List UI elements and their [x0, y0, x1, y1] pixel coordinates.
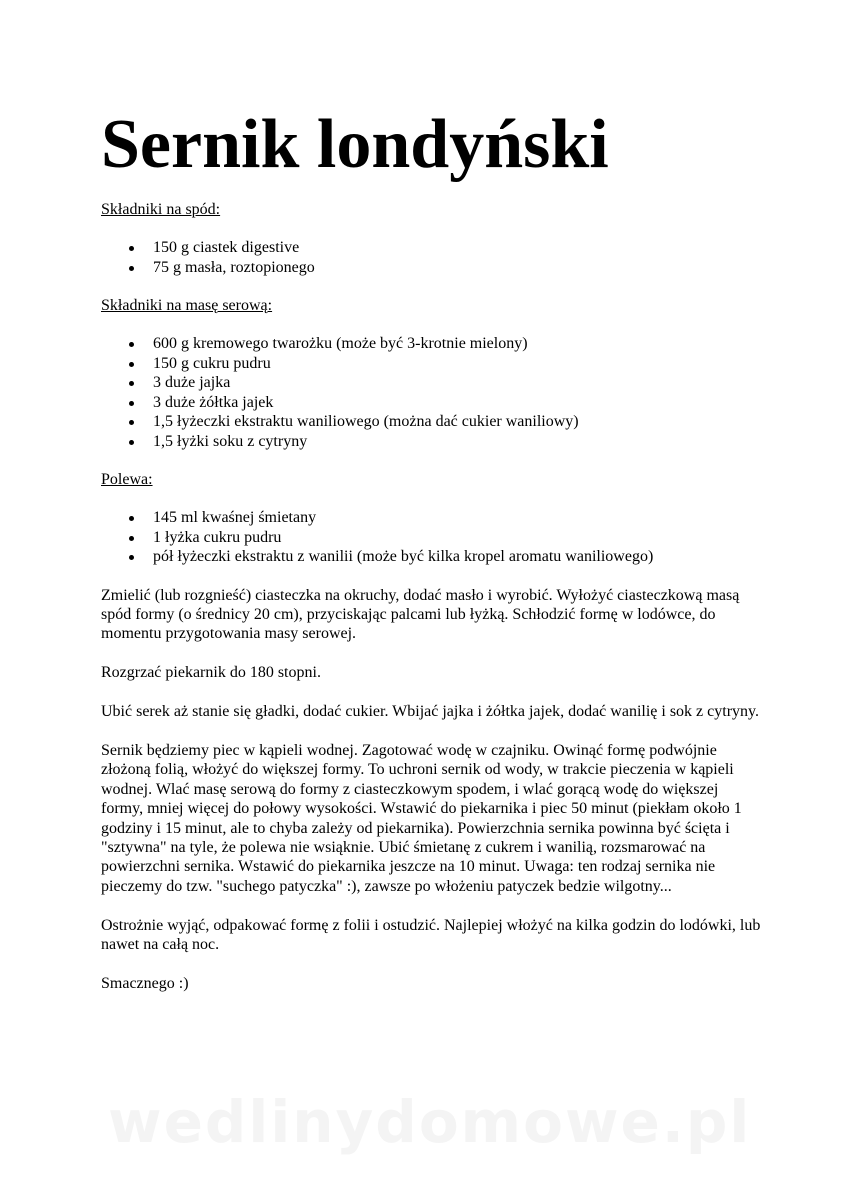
- list-item: pół łyżeczki ekstraktu z wanilii (może być kilka kropel aromatu waniliowego): [153, 547, 761, 567]
- instruction-paragraph: Ubić serek aż stanie się gładki, dodać cukier. Wbijać jajka i żółtka jajek, dodać wanilię i sok z cytryny.: [101, 703, 759, 721]
- section-heading: Składniki na masę serową:: [101, 297, 273, 314]
- list-item: 3 duże żółtka jajek: [153, 393, 761, 413]
- closing-line: Smacznego :): [101, 975, 189, 993]
- list-item: 1,5 łyżki soku z cytryny: [153, 432, 761, 452]
- instruction-paragraph: Zmielić (lub rozgnieść) ciasteczka na okruchy, dodać masło i wyrobić. Wyłożyć ciasteczkową masą spód formy (o średnicy 20 cm), przyciskając palcami lub łyżką. Schłodzić formę w lodówce, do momentu przygotowania masy serowej.: [101, 586, 740, 643]
- ingredient-list: [101, 508, 761, 567]
- list-item: 145 ml kwaśnej śmietany: [153, 508, 761, 528]
- section-cheese-mass: [101, 296, 761, 451]
- instruction-paragraph: Rozgrzać piekarnik do 180 stopni.: [101, 664, 321, 682]
- instruction-paragraph: Ostrożnie wyjąć, odpakować formę z folii i ostudzić. Najlepiej włożyć na kilka godzin do lodówki, lub nawet na całą noc.: [101, 916, 761, 954]
- list-item: 1,5 łyżeczki ekstraktu waniliowego (można dać cukier waniliowy): [153, 412, 761, 432]
- list-item: 1 łyżka cukru pudru: [153, 528, 761, 548]
- list-item: 150 g cukru pudru: [153, 354, 761, 374]
- watermark: wedlinydomowe.pl: [108, 1088, 752, 1156]
- recipe-title: Sernik londyński: [101, 106, 609, 183]
- instructions: [101, 586, 761, 994]
- section-topping: [101, 470, 761, 567]
- list-item: 150 g ciastek digestive: [153, 238, 761, 258]
- recipe-document: [101, 100, 761, 994]
- ingredient-list: [101, 238, 761, 277]
- list-item: 600 g kremowego twarożku (może być 3-krotnie mielony): [153, 334, 761, 354]
- section-heading: Polewa:: [101, 471, 153, 488]
- list-item: 75 g masła, roztopionego: [153, 258, 761, 278]
- section-heading: Składniki na spód:: [101, 201, 221, 218]
- section-base: [101, 200, 761, 277]
- instruction-paragraph: Sernik będziemy piec w kąpieli wodnej. Zagotować wodę w czajniku. Owinąć formę podwójnie złożoną folią, włożyć do większej formy. To uchroni sernik od wody, w trakcie pieczenia w kąpieli wodnej. Wlać masę serową do formy z ciasteczkowym spodem, i wlać gorącą wodę do większej formy, mniej więcej do połowy wysokości. Wstawić do piekarnika i piec 50 minut (piekłam około 1 godziny i 15 minut, ale to chyba zależy od piekarnika). Powierzchnia sernika powinna być ścięta i "sztywna" na tyle, że polewa nie wsiąknie. Ubić śmietanę z cukrem i wanilią, rozsmarować na powierzchni sernika. Wstawić do piekarnika jeszcze na 10 minut. Uwaga: ten rodzaj sernika nie pieczemy do tzw. "suchego patyczka" :), zawsze po włożeniu patyczek bedzie wilgotny...: [101, 742, 742, 895]
- list-item: 3 duże jajka: [153, 373, 761, 393]
- ingredient-list: [101, 334, 761, 451]
